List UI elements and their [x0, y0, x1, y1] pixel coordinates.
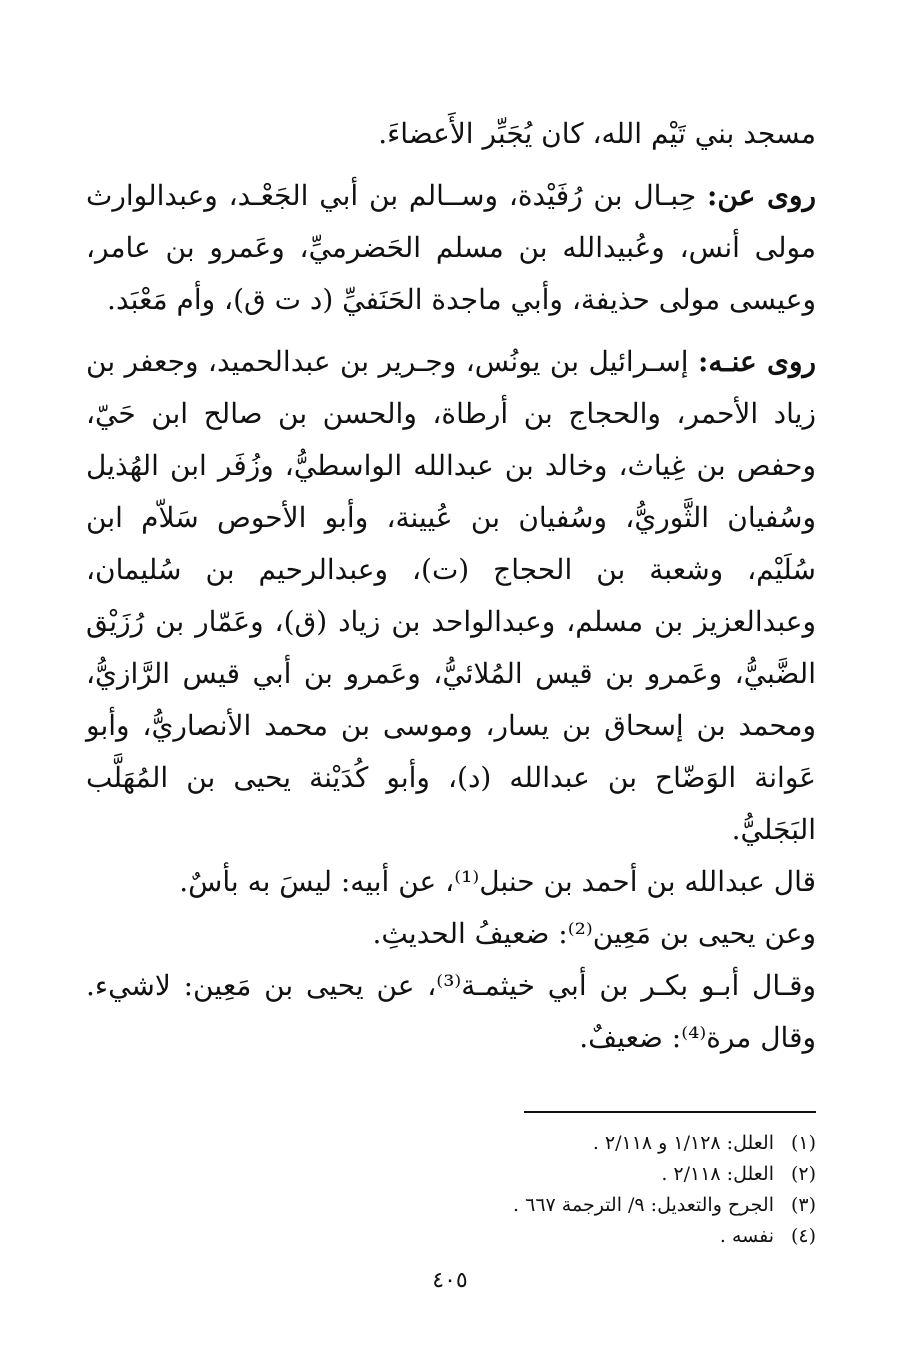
footnotes	[86, 1128, 816, 1252]
narrated-from-paragraph	[86, 170, 816, 326]
footnote-text: العلل: ٢/١١٨ .	[661, 1163, 774, 1185]
footnote-text: نفسه .	[719, 1225, 774, 1247]
footnote-separator	[524, 1111, 816, 1113]
main-text	[86, 108, 816, 1064]
narrated-from-label: روى عن:	[707, 179, 816, 212]
footnote-number: (٢)	[790, 1163, 816, 1185]
footnote	[86, 1128, 816, 1159]
footnote	[86, 1159, 816, 1190]
footnote-text: الجرح والتعديل: ٩/ الترجمة ٦٦٧ .	[513, 1194, 774, 1216]
footnote-number: (٤)	[790, 1225, 816, 1247]
page-number: ٤٠٥	[432, 1268, 468, 1293]
footnote-number: (١)	[790, 1132, 816, 1154]
abdullah-statement: قال عبدالله بن أحمد بن حنبل⁽¹⁾، عن أبيه: ليسَ به بأسٌ.	[179, 865, 816, 898]
narrated-by-label: روى عنـه:	[698, 345, 816, 378]
yahya-statement: وعن يحيى بن مَعِين⁽²⁾: ضعيفُ الحديثِ.	[372, 917, 816, 950]
footnote-text: العلل: ١/١٢٨ و ٢/١١٨ .	[592, 1132, 774, 1154]
intro-line: مسجد بني تَيْم الله، كان يُجَبِّر الأَعضاءَ.	[378, 117, 816, 150]
narrated-by-paragraph	[86, 336, 816, 856]
footnote	[86, 1190, 816, 1221]
abu-bakr-statement: وقـال أبـو بكـر بن أبي خيثمـة⁽³⁾، عن يحيى بن مَعِين: لاشيء. وقال مرة⁽⁴⁾: ضعيفٌ.	[86, 969, 816, 1054]
narrated-from-text: حِبـال بن رُفَيْدة، وســالم بن أبي الجَعْـد، وعبدالوارث مولى أنس، وعُبيدالله بن مسلم الحَضرميِّ، وعَمرو بن عامر، وعيسى مولى حذيفة، وأبي ماجدة الحَنَفيِّ (د ت ق)، وأم مَعْبَد.	[86, 179, 816, 316]
footnote	[86, 1221, 816, 1252]
narrated-by-text: إسـرائيل بن يونُس، وجـرير بن عبدالحميد، وجعفر بن زياد الأحمر، والحجاج بن أرطاة، والحسن بن صالح ابن حَيّ، وحفص بن غِياث، وخالد بن عبدالله الواسطيُّ، وزُفَر ابن الهُذيل وسُفيان الثَّوريُّ، وسُفيان بن عُيينة، وأبو الأحوص سَلاّم ابن سُلَيْم، وشعبة بن الحجاج (ت)، وعبدالرحيم بن سُليمان، وعبدالعزيز بن مسلم، وعبدالواحد بن زياد (ق)، وعَمّار بن رُزَيْق الضَّبيُّ، وعَمرو بن قيس المُلائيُّ، وعَمرو بن أبي قيس الرَّازيُّ، ومحمد بن إسحاق بن يسار، وموسى بن محمد الأنصاريُّ، وأبو عَوانة الوَضّاح بن عبدالله (د)، وأبو كُدَيْنة يحيى بن المُهَلَّب البَجَليُّ.	[86, 345, 816, 846]
footnote-number: (٣)	[790, 1194, 816, 1216]
